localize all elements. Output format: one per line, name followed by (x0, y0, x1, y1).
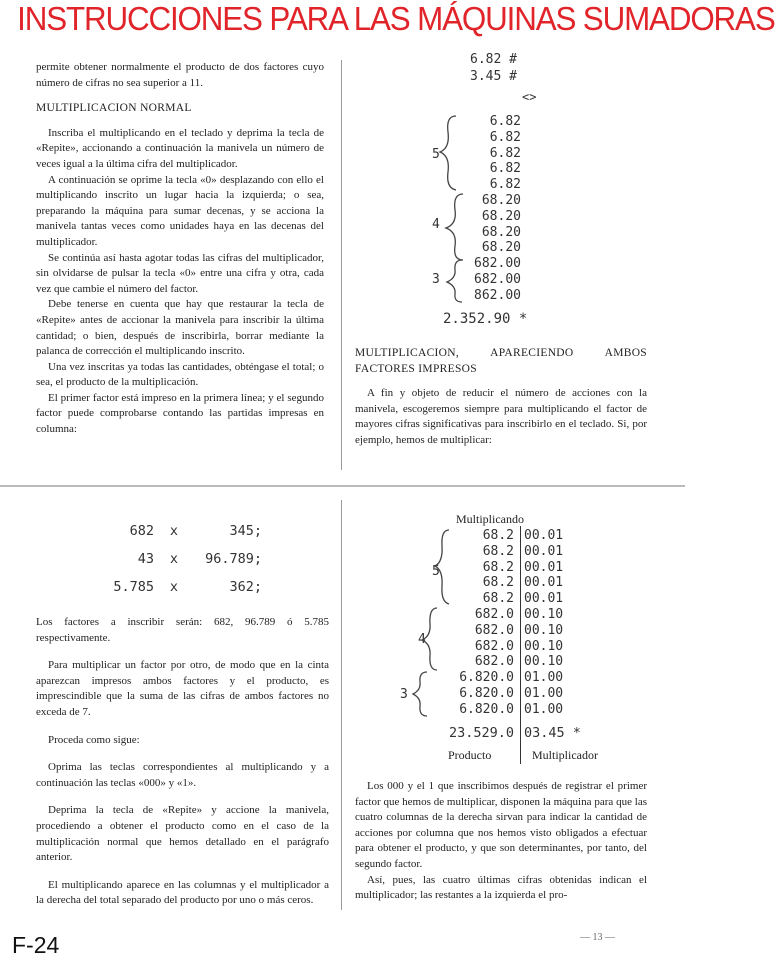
tape-row: 682.0 00.10 (474, 606, 564, 622)
paragraph: Una vez inscritas ya todas las cantidades, obténgase el total; o sea, el producto de la multiplicación. (36, 360, 324, 389)
tape-line: 68.20 (481, 240, 521, 256)
tape-line: 6.82 (489, 114, 521, 129)
page-separator (0, 485, 685, 487)
page-number: — 13 — (580, 932, 615, 943)
bottom-left-column (36, 615, 329, 921)
tape-group-3 (463, 256, 521, 303)
paragraph: Oprima las teclas correspondientes al multiplicando y a continuación las teclas «000» y «1». (36, 761, 329, 789)
paragraph: Así, pues, las cuatro últimas cifras obtenidas indican el multiplicador; las restantes a la izquierda el pro- (355, 873, 647, 902)
group-label-3: 3 (432, 272, 440, 287)
tape-row: 6.820.0 01.00 (459, 685, 564, 701)
factor-row: 682 x 345; (129, 523, 262, 539)
factor-row: 43 x 96.789; (137, 551, 262, 567)
tape-line: 6.82 (489, 129, 521, 145)
tape-line: 682.00 (474, 271, 521, 287)
top-right-text (355, 340, 647, 449)
label-producto: Producto (448, 748, 492, 762)
intro-paragraph: permite obtener normalmente el producto de dos factores cuyo número de cifras no sea superior a 11. (36, 61, 324, 89)
tape-rows (440, 528, 563, 718)
group-label-5: 5 (432, 147, 440, 162)
tape-group-4 (471, 193, 521, 256)
page-title: INSTRUCCIONES PARA LAS MÁQUINAS SUMADORAS (17, 0, 775, 37)
group-label-4: 4 (432, 217, 440, 232)
brace-icons (438, 112, 468, 304)
tape-total: 2.352.90 * (443, 311, 528, 327)
tape-row: 68.2 00.01 (482, 559, 564, 575)
column-divider (341, 500, 342, 910)
tape-row: 68.2 00.01 (482, 591, 564, 607)
tape-line: 68.20 (481, 224, 521, 240)
label-multiplicador: Multiplicador (532, 748, 598, 762)
tape-row: 682.0 00.10 (474, 622, 564, 638)
paragraph: Inscriba el multiplicando en el teclado y deprima la tecla de «Repite», accionando a continuación la manivela un número de veces igual a la última cifra del multiplicador. (36, 126, 324, 170)
tape-total-multiplier: 03.45 * (524, 725, 581, 741)
bottom-right-text (355, 779, 647, 904)
group-label-4: 4 (418, 632, 426, 647)
tape-line: 68.20 (481, 193, 521, 208)
tape-row: 68.2 00.01 (482, 543, 564, 559)
brace-icon (422, 608, 437, 670)
section-heading-normal: MULTIPLICACION NORMAL (36, 102, 192, 115)
paragraph: El multiplicando aparece en las columnas y el multiplicador a la derecha del total separado del producto por uno o más ceros. (36, 878, 329, 907)
paragraph: Deprima la tecla de «Repite» y accione la manivela, procediendo a obtener el producto como en el caso de la multiplicación normal que hemos detallado en el parágrafo anterior. (36, 804, 329, 864)
section-heading-both-factors: MULTIPLICACION, APARECIENDO AMBOS FACTORES IMPRESOS (355, 347, 647, 375)
tape-line: 6.82 (489, 177, 521, 193)
brace-icon (413, 672, 427, 716)
diamond-symbol: <> (522, 90, 537, 104)
group-label-3: 3 (400, 687, 408, 702)
brace-icons (405, 528, 455, 720)
tape-separator (520, 724, 521, 764)
tape-factor-1: 6.82 # (470, 52, 517, 67)
tape-line: 682.00 (474, 256, 521, 271)
tape-line: 6.82 (489, 145, 521, 161)
paragraph: El primer factor está impreso en la primera línea; y el segundo factor puede comprobarse contando las partidas impresas en columna: (36, 391, 324, 436)
factor-table (104, 517, 262, 601)
paragraph: Proceda como sigue: (48, 733, 140, 746)
tape-row: 682.0 00.10 (474, 638, 564, 654)
label-multiplicando: Multiplicando (456, 512, 524, 526)
factor-row: 5.785 x 362; (113, 579, 262, 595)
tape-row: 6.820.0 01.00 (459, 701, 564, 717)
paragraph: Los factores a inscribir serán: 682, 96.789 ó 5.785 respectivamente. (36, 616, 329, 644)
column-divider (341, 60, 342, 470)
figure-code: F-24 (12, 932, 60, 958)
top-left-column (36, 60, 324, 438)
paragraph: Debe tenerse en cuenta que hay que restaurar la tecla de «Repite» antes de accionar la manivela para inscribir la última cantidad; o bien, después de inscribirla, borrar mediante la palanca de corrección el multiplicando inscrito. (36, 298, 324, 358)
brace-icon (447, 260, 462, 302)
tape-factor-2: 3.45 # (470, 69, 517, 84)
tape-total-row (440, 725, 581, 741)
tape-line: 6.82 (489, 161, 521, 177)
paragraph: Para multiplicar un factor por otro, de modo que en la cinta aparezcan impresos ambos factores y el producto, es imprescindible que la suma de las cifras de ambos factores no exceda de 7. (36, 659, 329, 718)
paragraph: Los 000 y el 1 que inscribimos después de registrar el primer factor que hemos de multiplicar, disponen la máquina para que las cuatro columnas de la derecha sirvan para indicar la cantidad de acciones por columna que nos hemos visto obligados a efectuar para obtener el producto, y que son determinantes, por tanto, del segundo factor. (355, 780, 647, 870)
tape-group-5 (481, 114, 521, 193)
tape-total-product: 23.529.0 (448, 725, 514, 741)
brace-icon (440, 116, 456, 190)
tape-row: 68.2 00.01 (482, 575, 564, 591)
tape-row: 682.0 00.10 (474, 654, 564, 670)
paragraph: A continuación se oprime la tecla «0» desplazando con ello el multiplicando inscrito un lugar hacia la izquierda; o sea, preparando la máquina para sumar decenas, y se acciona la manivela tantas veces como unidades haya en las decenas del multiplicador. (36, 173, 324, 248)
tape-row: 6.820.0 01.00 (459, 670, 564, 686)
tape-line: 68.20 (481, 208, 521, 224)
paragraph: Se continúa así hasta agotar todas las cifras del multiplicador, sin olvidarse de pulsar la tecla «0» entre una cifra y otra, cada vez que cambie el número del factor. (36, 251, 324, 295)
group-label-5: 5 (432, 564, 440, 579)
paragraph: A fin y objeto de reducir el número de acciones con la manivela, escogeremos siempre para multiplicando el factor de mayores cifras significativas para inscribirlo en el teclado. Si, por ejemplo, hemos de multiplicar: (355, 387, 647, 446)
tape-row: 68.2 00.01 (482, 528, 564, 543)
brace-icon (446, 194, 463, 260)
brace-icon (435, 530, 449, 604)
tape-line: 862.00 (474, 287, 521, 303)
